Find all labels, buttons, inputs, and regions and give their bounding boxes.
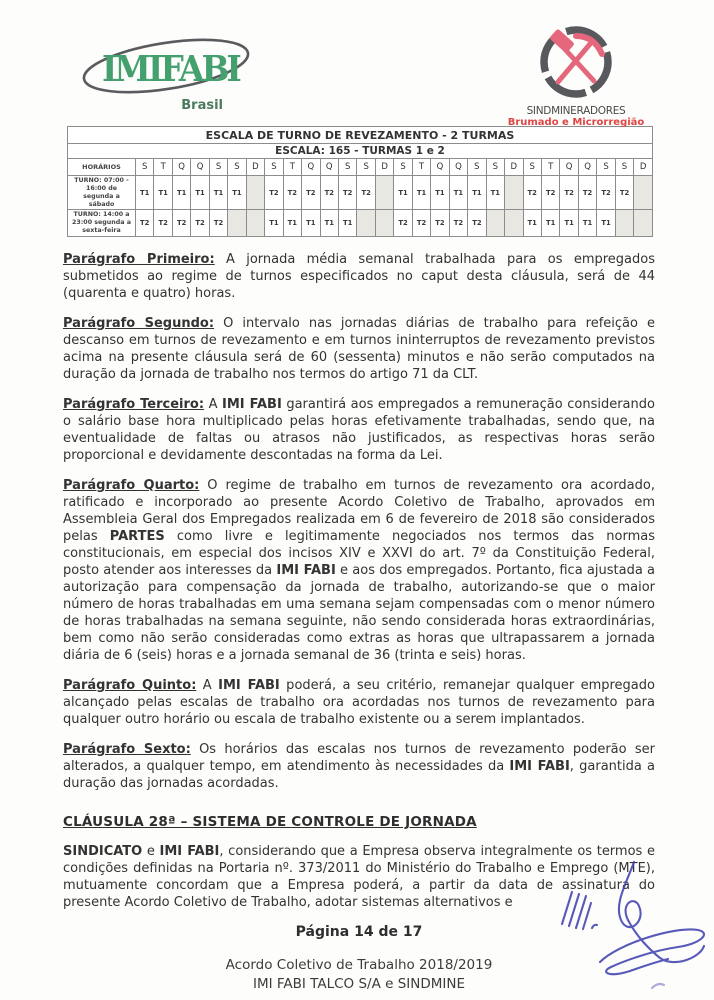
schedule-cell <box>486 210 504 237</box>
table-subtitle-row <box>68 144 653 159</box>
paragraph-lead-label: Parágrafo Quinto: <box>63 678 197 694</box>
schedule-cell: T1 <box>338 210 356 237</box>
schedule-cell: T2 <box>302 176 320 210</box>
day-header-cell: D <box>505 159 523 176</box>
bold-text: PARTES <box>109 529 165 545</box>
body-text: O intervalo nas jornadas diárias de trabalho para refeição e descanso em turnos de revezamento e em turnos ininterruptos de revezamento previstos acima na presente cláusula será de 60 (sessenta) minutos e não serão computados na duração da jornada de trabalho nos termos do artigo 71 da CLT. <box>63 316 655 383</box>
table-subtitle: ESCALA: 165 - TURMAS 1 e 2 <box>68 144 653 159</box>
day-header-cell: Q <box>191 159 209 176</box>
schedule-cell: T1 <box>431 176 449 210</box>
day-header-cell: Q <box>449 159 467 176</box>
schedule-cell: T2 <box>209 210 227 237</box>
schedule-cell: T2 <box>597 176 615 210</box>
signature-scribble <box>548 858 714 998</box>
clause-heading: CLÁUSULA 28ª – SISTEMA DE CONTROLE DE JORNADA <box>63 814 477 831</box>
schedule-cell <box>634 176 653 210</box>
schedule-cell: T1 <box>320 210 338 237</box>
schedule-cell: T1 <box>394 176 412 210</box>
bold-text: IMI FABI <box>276 563 336 579</box>
schedule-days-row <box>68 159 653 176</box>
page-number: Página 14 de 17 <box>295 924 423 941</box>
schedule-cell: T1 <box>136 176 154 210</box>
imifabi-logo <box>80 36 260 113</box>
table-title-row <box>68 127 653 144</box>
body-text: A <box>204 397 223 413</box>
document-header <box>0 0 714 126</box>
schedule-cell: T1 <box>541 210 559 237</box>
schedule-cell: T1 <box>449 176 467 210</box>
schedule-cell: T1 <box>560 210 578 237</box>
schedule-cell <box>375 176 393 210</box>
paragraph-lead-label: Parágrafo Quarto: <box>63 478 200 494</box>
day-header-cell: T <box>283 159 301 176</box>
schedule-row <box>68 176 653 210</box>
schedule-cell: T1 <box>486 176 504 210</box>
shift-row-label: TURNO: 07:00 - 16:00 de segunda a sábado <box>68 176 136 210</box>
schedule-cell: T2 <box>468 210 486 237</box>
schedule-cell: T2 <box>615 176 633 210</box>
body-text: garantirá aos empregados a remuneração considerando o salário base hora multiplicado pelas horas efetivamente trabalhadas, sendo que, na eventualidade de faltas ou atrasos não justificados, as respectivas horas serão proporcional e devidamente descontadas na forma da Lei. <box>63 397 655 464</box>
paragraph <box>63 315 655 383</box>
schedule-cell: T2 <box>191 210 209 237</box>
day-header-cell: Q <box>578 159 596 176</box>
schedule-cell: T1 <box>265 210 283 237</box>
day-header-cell: S <box>136 159 154 176</box>
schedule-cell: T2 <box>560 176 578 210</box>
day-header-cell: S <box>394 159 412 176</box>
schedule-cell: T1 <box>228 176 246 210</box>
footer-line-1: Acordo Coletivo de Trabalho 2018/2019 <box>225 957 493 974</box>
day-header-cell: Q <box>172 159 190 176</box>
schedule-cell: T1 <box>468 176 486 210</box>
body-text: poderá, a seu critério, remanejar qualquer empregado alcançado pelas escalas de trabalho ora acordadas nos turnos de revezamento para qualquer outro horário ou escala de trabalho existente ou a serem implantados. <box>63 678 655 728</box>
body-text: Os horários das escalas nos turnos de revezamento poderão ser alterados, a qualquer tempo, em atendimento às necessidades da <box>63 742 655 775</box>
sindmineradores-logo <box>498 24 654 128</box>
shift-schedule-table <box>67 126 653 237</box>
schedule-cell: T2 <box>172 210 190 237</box>
day-header-cell: Q <box>302 159 320 176</box>
day-header-cell: Q <box>431 159 449 176</box>
paragraph <box>63 677 655 728</box>
schedule-cell <box>357 210 375 237</box>
day-header-cell: S <box>597 159 615 176</box>
schedule-cell: T2 <box>394 210 412 237</box>
schedule-cell: T1 <box>191 176 209 210</box>
imifabi-logo-text: IMIFABI <box>102 47 239 90</box>
bold-text: SINDICATO <box>63 844 143 860</box>
schedule-cell: T2 <box>412 210 430 237</box>
schedule-cell: T2 <box>283 176 301 210</box>
day-header-cell: S <box>615 159 633 176</box>
paragraph <box>63 251 655 302</box>
bold-text: IMI FABI <box>218 678 280 694</box>
day-header-cell: D <box>634 159 653 176</box>
schedule-cell <box>246 176 264 210</box>
schedule-cell <box>375 210 393 237</box>
horarios-corner-label: HORÁRIOS <box>68 159 136 176</box>
schedule-cell: T2 <box>154 210 172 237</box>
schedule-cell: T1 <box>209 176 227 210</box>
shift-row-label: TURNO: 14:00 a 23:00 segunda a sexta-feira <box>68 210 136 237</box>
day-header-cell: D <box>375 159 393 176</box>
paragraph-lead-label: Parágrafo Sexto: <box>63 742 191 758</box>
paragraph <box>63 396 655 464</box>
schedule-cell: T1 <box>412 176 430 210</box>
paragraph-lead-label: Parágrafo Terceiro: <box>63 397 205 413</box>
body-text: como livre e legitimamente negociados nos termos das normas constitucionais, em especial dos incisos XIV e XXVI do art. 7º da Constituição Federal, posto atender aos interesses da <box>63 529 656 579</box>
day-header-cell: T <box>541 159 559 176</box>
schedule-cell: T2 <box>338 176 356 210</box>
day-header-cell: S <box>468 159 486 176</box>
body-text: , garantida a duração das jornadas acordadas. <box>63 759 655 792</box>
day-header-cell: S <box>357 159 375 176</box>
day-header-cell: S <box>209 159 227 176</box>
body-text: A <box>196 678 219 694</box>
schedule-cell: T1 <box>302 210 320 237</box>
day-header-cell: Q <box>560 159 578 176</box>
body-text: A jornada média semanal trabalhada para os empregados submetidos ao regime de turnos especificados no caput desta cláusula, será de 44 (quarenta e quatro) horas. <box>63 252 655 302</box>
schedule-cell: T2 <box>357 176 375 210</box>
paragraph <box>63 741 655 792</box>
sindmineradores-title: SINDMINERADORES <box>526 105 626 117</box>
schedule-cell: T1 <box>578 210 596 237</box>
schedule-cell: T2 <box>449 210 467 237</box>
schedule-cell: T1 <box>172 176 190 210</box>
schedule-cell: T2 <box>431 210 449 237</box>
crossed-tools-icon <box>538 24 614 100</box>
schedule-cell: T2 <box>523 176 541 210</box>
paragraph-lead-label: Parágrafo Primeiro: <box>63 252 215 268</box>
footer-line-2: IMI FABI TALCO S/A e SINDMINE <box>252 976 466 993</box>
schedule-cell: T2 <box>578 176 596 210</box>
bold-text: IMI FABI <box>509 759 570 775</box>
schedule-row <box>68 210 653 237</box>
body-text: e <box>142 844 160 860</box>
bold-text: IMI FABI <box>222 397 282 413</box>
bold-text: IMI FABI <box>159 844 220 860</box>
schedule-cell: T1 <box>283 210 301 237</box>
schedule-cell <box>634 210 653 237</box>
day-header-cell: S <box>523 159 541 176</box>
sindmineradores-subtitle: Brumado e Microrregião <box>507 117 645 128</box>
schedule-body <box>68 176 653 237</box>
schedule-cell <box>228 210 246 237</box>
body-text: e aos dos empregados. Portanto, fica ajustada a autorização para compensação da jornada de trabalho, autorizando-se que o maior número de horas trabalhadas em uma semana sejam compensadas com o menor número de horas trabalhadas na semana seguinte, não sendo considerada horas extraordinárias, bem como não serão consideradas como extras as horas que ultrapassarem a jornada diária de 6 (seis) horas e a jornada semanal de 36 (trinta e seis) horas. <box>63 563 655 664</box>
day-header-cell: S <box>338 159 356 176</box>
schedule-cell: T2 <box>136 210 154 237</box>
schedule-cell <box>615 210 633 237</box>
schedule-cell <box>505 210 523 237</box>
paragraph <box>63 477 655 664</box>
table-title: ESCALA DE TURNO DE REVEZAMENTO - 2 TURMAS <box>68 127 653 144</box>
day-header-cell: D <box>246 159 264 176</box>
schedule-cell <box>246 210 264 237</box>
schedule-cell: T2 <box>265 176 283 210</box>
imifabi-logo-mark <box>80 36 255 98</box>
schedule-cell: T1 <box>154 176 172 210</box>
day-header-cell: Q <box>320 159 338 176</box>
body-text: O regime de trabalho em turnos de revezamento ora acordado, ratificado e incorporado ao presente Acordo Coletivo de Trabalho, aprovados em Assembleia Geral dos Empregados realizada em 6 de fevereiro de 2018 são considerados pelas <box>63 478 655 545</box>
day-header-cell: S <box>486 159 504 176</box>
schedule-cell: T1 <box>597 210 615 237</box>
day-header-cell: S <box>265 159 283 176</box>
schedule-cell: T2 <box>320 176 338 210</box>
day-header-cell: T <box>154 159 172 176</box>
schedule-cell <box>505 176 523 210</box>
paragraph-lead-label: Parágrafo Segundo: <box>63 316 215 332</box>
day-header-cell: T <box>412 159 430 176</box>
body-text: , considerando que a Empresa observa integralmente os termos e condições definidas na Portaria nº. 373/2011 do Ministério do Trabalho e Emprego (MTE), mutuamente concordam que a Empresa poderá, a partir da data de assinatura do presente Acordo Coletivo de Trabalho, adotar sistemas alternativos e <box>63 844 655 911</box>
imifabi-logo-subtitle: Brasil <box>181 98 223 113</box>
schedule-cell: T2 <box>541 176 559 210</box>
day-header-cell: S <box>228 159 246 176</box>
schedule-cell: T1 <box>523 210 541 237</box>
paragraphs <box>63 251 655 792</box>
